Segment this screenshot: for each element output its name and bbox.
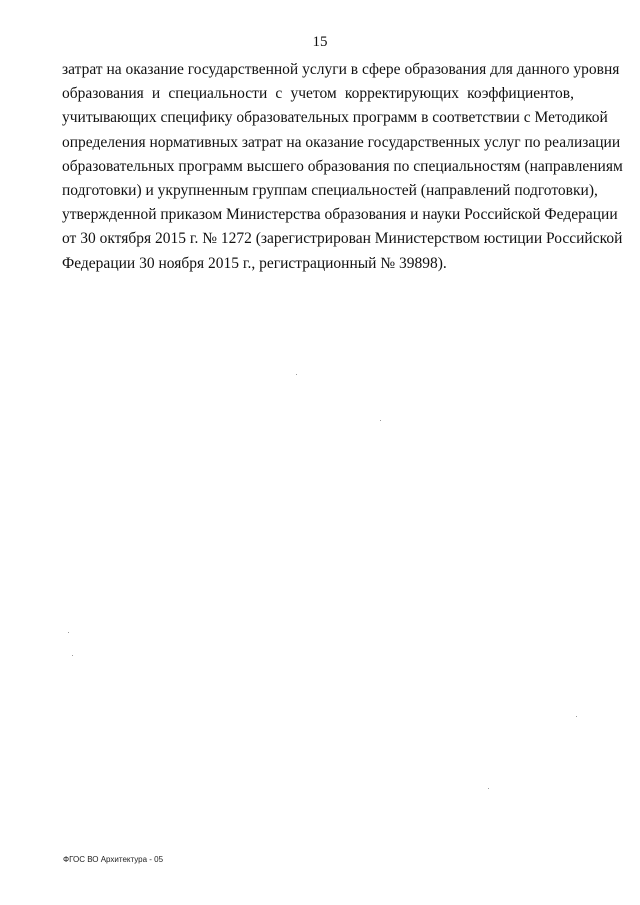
body-paragraph: [62, 58, 623, 276]
scan-speck: [72, 655, 73, 656]
paragraph-line: образования и специальности с учетом корректирующих коэффициентов,: [62, 85, 574, 103]
paragraph-line: образовательных программ высшего образования по специальностям (направлениям: [62, 157, 623, 175]
document-footer: ФГОС ВО Архитектура - 05: [63, 855, 164, 864]
page-number: 15: [312, 34, 328, 50]
paragraph-line: учитывающих специфику образовательных программ в соответствии с Методикой: [62, 109, 608, 127]
scan-speck: [488, 788, 489, 789]
scan-speck: [380, 420, 381, 421]
scan-speck: [68, 632, 69, 633]
paragraph-line: затрат на оказание государственной услуги в сфере образования для данного уровня: [62, 61, 620, 78]
paragraph-line: утвержденной приказом Министерства образования и науки Российской Федерации: [62, 206, 618, 224]
paragraph-line: определения нормативных затрат на оказание государственных услуг по реализации: [62, 133, 621, 151]
paragraph-line-last: Федерации 30 ноября 2015 г., регистрационный № 39898).: [62, 254, 447, 272]
paragraph-line: подготовки) и укрупненным группам специальностей (направлений подготовки),: [62, 182, 598, 200]
scan-speck: [576, 716, 577, 717]
paragraph-line: от 30 октября 2015 г. № 1272 (зарегистрирован Министерством юстиции Российской: [62, 230, 623, 248]
scan-speck: [296, 374, 297, 375]
